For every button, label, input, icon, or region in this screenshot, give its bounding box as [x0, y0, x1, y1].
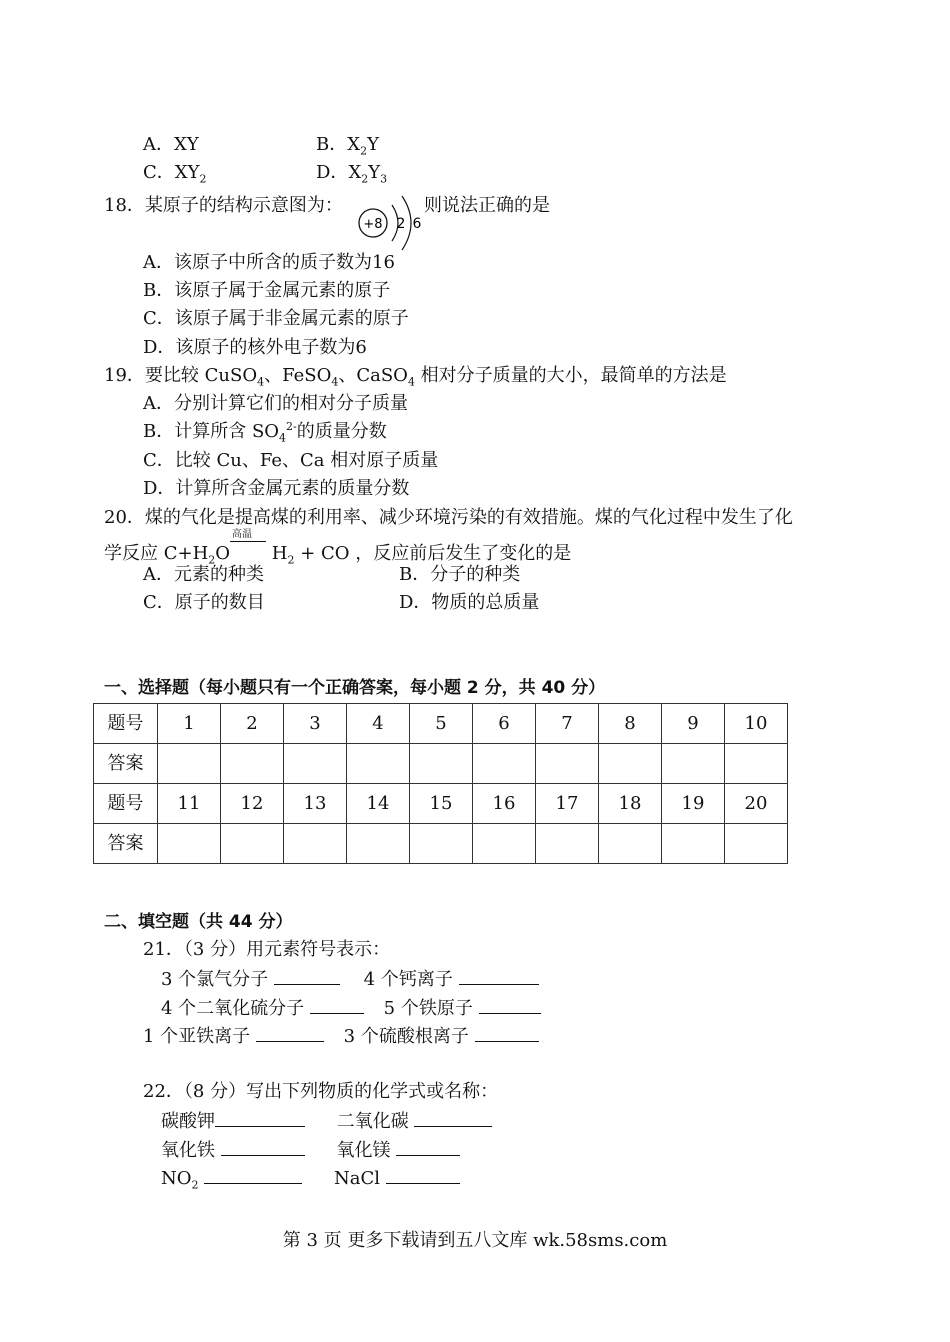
table-row-numbers-1	[94, 704, 788, 744]
question-number: 7	[536, 704, 599, 744]
answer-table	[93, 703, 788, 864]
answer-cell[interactable]	[536, 824, 599, 864]
row-label: 答案	[94, 824, 158, 864]
row-label: 题号	[94, 784, 158, 824]
row-label: 题号	[94, 704, 158, 744]
question-number: 10	[725, 704, 788, 744]
question-number: 1	[158, 704, 221, 744]
answer-cell[interactable]	[473, 744, 536, 784]
answer-cell[interactable]	[347, 744, 410, 784]
answer-cell[interactable]	[725, 744, 788, 784]
question-number: 13	[284, 784, 347, 824]
q18-option-a: A．该原子中所含的质子数为16	[143, 252, 395, 273]
q20-option-c: C．原子的数目	[143, 592, 265, 613]
answer-blank[interactable]	[479, 995, 541, 1014]
question-number: 2	[221, 704, 284, 744]
shell-1-electrons: 2	[396, 216, 406, 232]
question-number: 15	[410, 784, 473, 824]
q22-line3: $NO_2$ NaCl	[161, 1165, 460, 1191]
answer-blank[interactable]	[274, 966, 340, 985]
q17-option-d: D．$X_2Y_3$	[316, 162, 388, 186]
q18-option-d: D．该原子的核外电子数为6	[143, 337, 367, 358]
q19-option-d: D．计算所含金属元素的质量分数	[143, 478, 410, 499]
question-number: 16	[473, 784, 536, 824]
answer-cell[interactable]	[284, 744, 347, 784]
answer-blank[interactable]	[386, 1165, 460, 1184]
answer-cell[interactable]	[347, 824, 410, 864]
section2-title: 二、填空题（共 44 分）	[104, 912, 293, 932]
reaction-condition: 高温	[232, 529, 253, 540]
question-number: 18	[599, 784, 662, 824]
q21-line2: 4 个二氧化硫分子 5 个铁原子	[161, 995, 541, 1021]
question-number: 19	[662, 784, 725, 824]
answer-blank[interactable]	[475, 1023, 539, 1042]
q19-stem: 19．要比较 CuSO$_4$、FeSO$_4$、CaSO$_4$ 相对分子质量的大小，最简单的方法是	[104, 365, 727, 389]
question-number: 8	[599, 704, 662, 744]
answer-blank[interactable]	[256, 1023, 324, 1042]
reaction-condition-arrow	[230, 529, 266, 559]
q20-stem-line2: 学反应 $C+H_2O$ 高温 $H_2$ + CO ，反应前后发生了变化的是	[104, 529, 572, 567]
answer-cell[interactable]	[725, 824, 788, 864]
answer-blank[interactable]	[414, 1108, 492, 1127]
answer-blank[interactable]	[215, 1108, 305, 1127]
atom-structure-diagram	[352, 186, 428, 256]
answer-cell[interactable]	[599, 824, 662, 864]
q20-option-d: D．物质的总质量	[399, 592, 540, 613]
question-number: 4	[347, 704, 410, 744]
answer-cell[interactable]	[473, 824, 536, 864]
answer-cell[interactable]	[662, 824, 725, 864]
q21-line3: 1 个亚铁离子 3 个硫酸根离子	[143, 1023, 539, 1049]
answer-blank[interactable]	[204, 1165, 302, 1184]
question-number: 11	[158, 784, 221, 824]
q18-stem-after: 则说法正确的是	[424, 195, 550, 216]
q21-stem: 21．（3 分）用元素符号表示：	[143, 939, 391, 960]
answer-cell[interactable]	[662, 744, 725, 784]
question-number: 12	[221, 784, 284, 824]
table-row-answers-2	[94, 824, 788, 864]
q20-option-b: B．分子的种类	[399, 564, 521, 585]
answer-cell[interactable]	[221, 744, 284, 784]
q19-option-c: C．比较 Cu、Fe、Ca 相对原子质量	[143, 450, 439, 471]
q18-option-b: B．该原子属于金属元素的原子	[143, 280, 391, 301]
q18-option-c: C．该原子属于非金属元素的原子	[143, 308, 409, 329]
question-number: 17	[536, 784, 599, 824]
answer-cell[interactable]	[410, 744, 473, 784]
q17-option-a: A．XY	[143, 134, 199, 155]
q18-stem: 18．某原子的结构示意图为：	[104, 195, 343, 216]
question-number: 3	[284, 704, 347, 744]
answer-cell[interactable]	[284, 824, 347, 864]
row-label: 答案	[94, 744, 158, 784]
table-row-answers-1	[94, 744, 788, 784]
answer-cell[interactable]	[599, 744, 662, 784]
q17-option-b: B．$X_2Y$	[316, 134, 379, 158]
answer-blank[interactable]	[396, 1137, 460, 1156]
answer-cell[interactable]	[536, 744, 599, 784]
section1-title: 一、选择题（每小题只有一个正确答案，每小题 2 分，共 40 分）	[104, 678, 606, 698]
question-number: 5	[410, 704, 473, 744]
q22-stem: 22．（8 分）写出下列物质的化学式或名称：	[143, 1081, 499, 1102]
shell-2-electrons: 6	[412, 216, 422, 232]
answer-blank[interactable]	[459, 966, 539, 985]
page-footer: 第 3 页 更多下载请到五八文库 wk.58sms.com	[282, 1230, 668, 1251]
q21-line1: 3 个氯气分子 4 个钙离子	[161, 966, 539, 992]
question-number: 14	[347, 784, 410, 824]
q17-option-c: C．$XY_2$	[143, 162, 207, 186]
answer-cell[interactable]	[158, 744, 221, 784]
question-number: 6	[473, 704, 536, 744]
q22-line2: 氧化铁 氧化镁	[161, 1137, 460, 1163]
q19-option-a: A．分别计算它们的相对分子质量	[143, 393, 408, 414]
answer-cell[interactable]	[410, 824, 473, 864]
q20-option-a: A．元素的种类	[143, 564, 264, 585]
answer-blank[interactable]	[221, 1137, 305, 1156]
answer-blank[interactable]	[310, 995, 364, 1014]
question-number: 20	[725, 784, 788, 824]
answer-cell[interactable]	[221, 824, 284, 864]
answer-cell[interactable]	[158, 824, 221, 864]
q22-line1: 碳酸钾 二氧化碳	[161, 1108, 492, 1134]
table-row-numbers-2	[94, 784, 788, 824]
q19-option-b: B．计算所含 $SO_4^{2-}$的质量分数	[143, 420, 387, 445]
nucleus-charge: +8	[363, 217, 383, 232]
q20-stem-line1: 20．煤的气化是提高煤的利用率、减少环境污染的有效措施。煤的气化过程中发生了化	[104, 507, 793, 528]
question-number: 9	[662, 704, 725, 744]
